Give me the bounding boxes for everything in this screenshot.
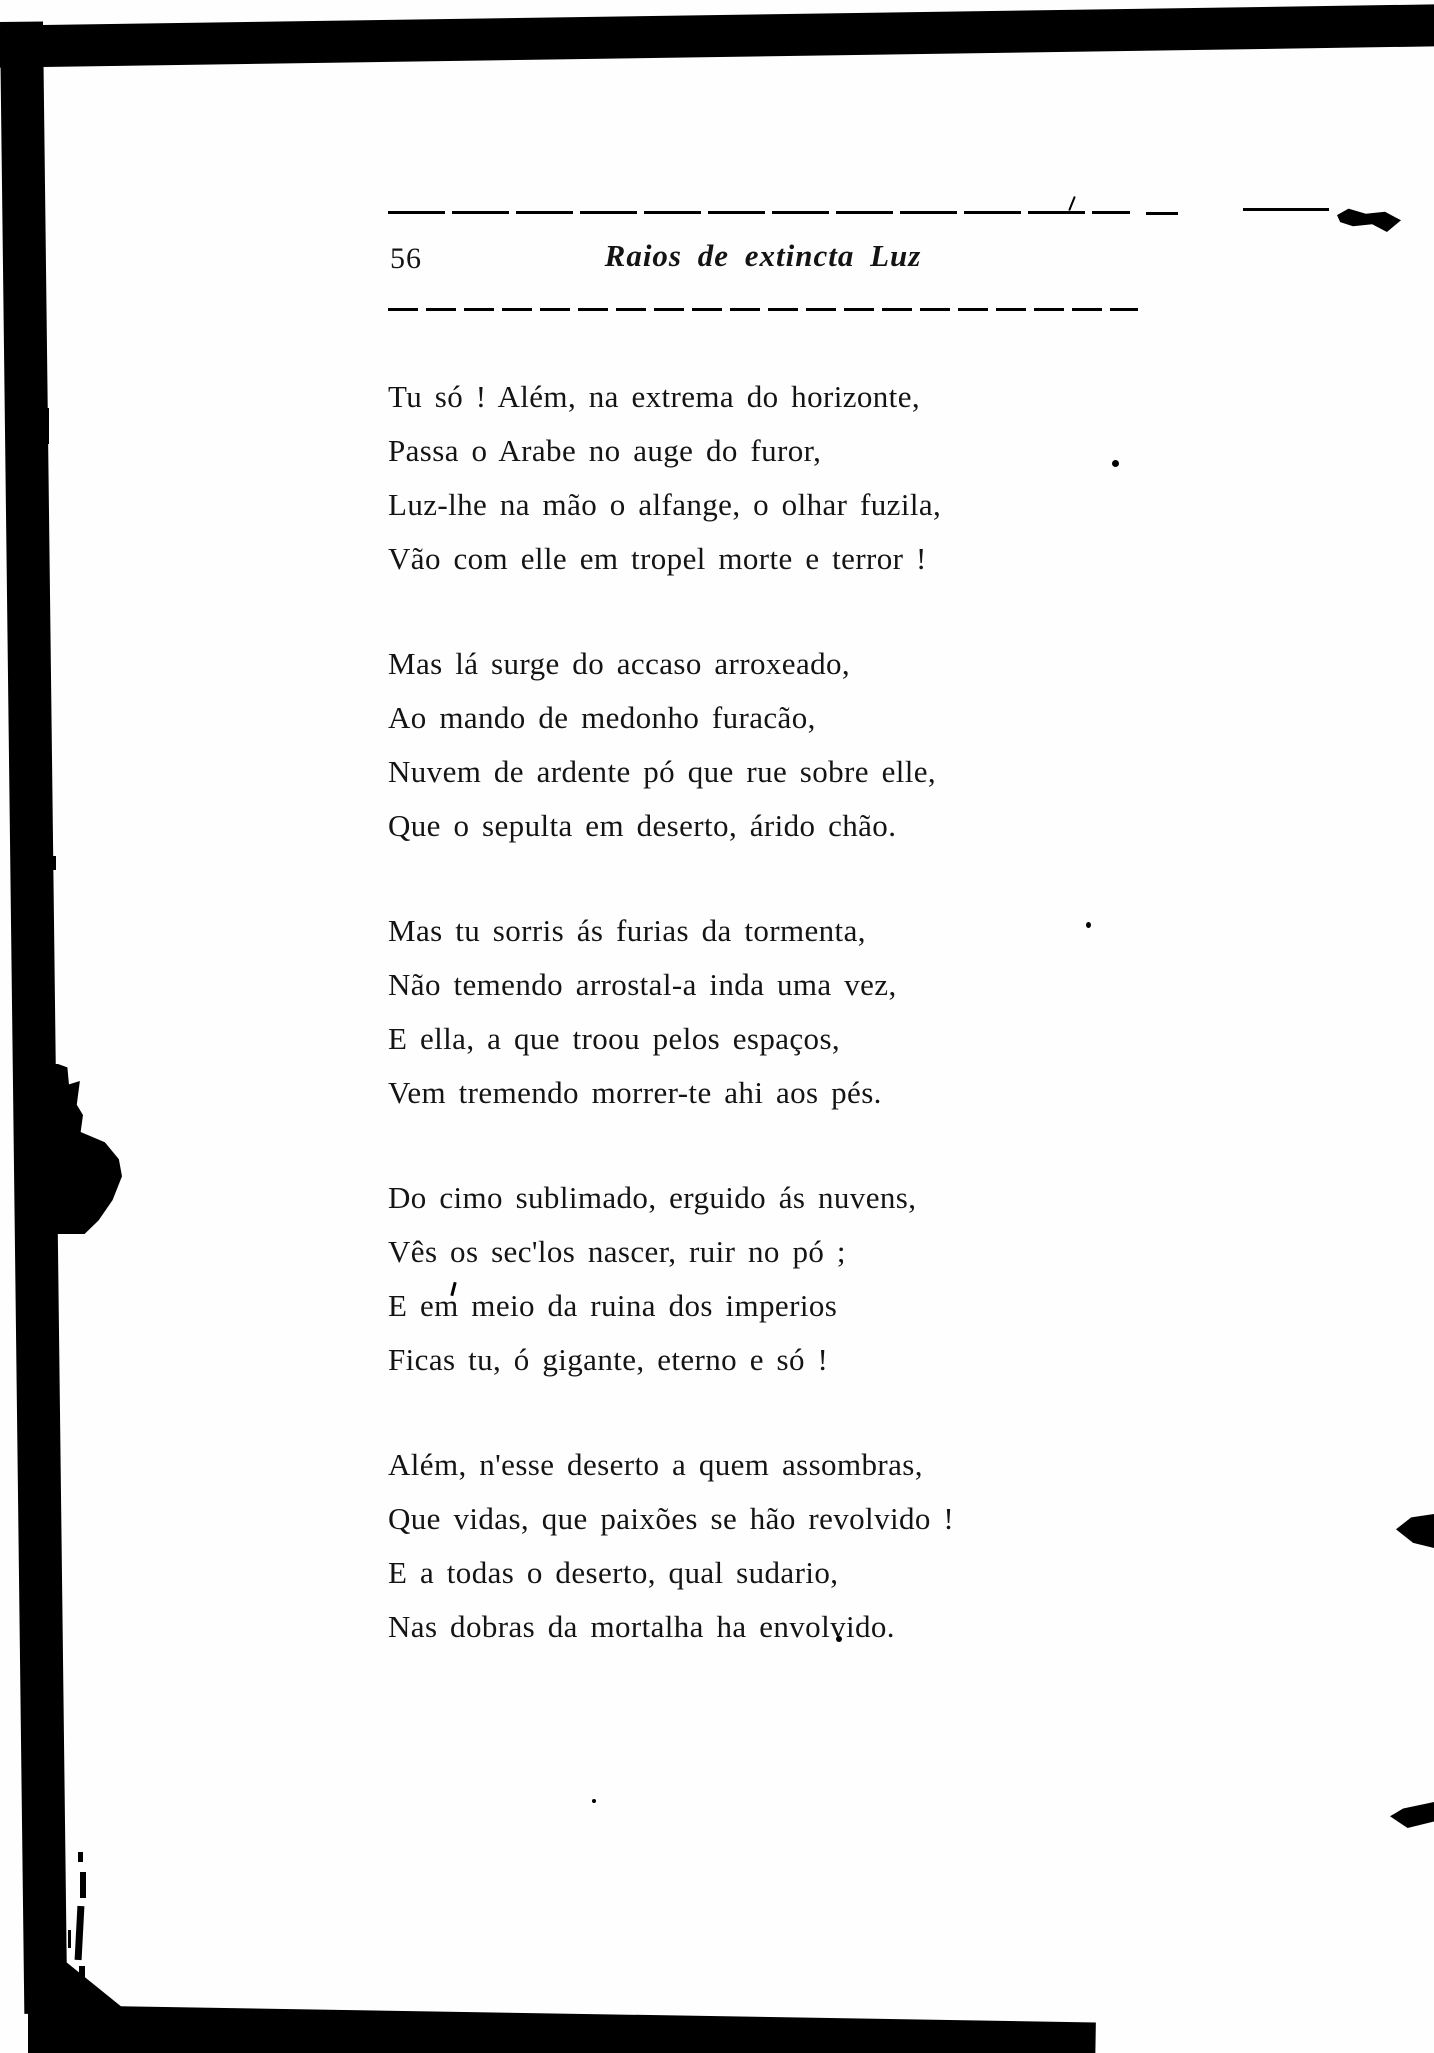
poem-line: Ficas tu, ó gigante, eterno e só ! bbox=[388, 1342, 829, 1377]
ink-speck bbox=[68, 1930, 71, 1948]
stanza-3 bbox=[388, 904, 1168, 1120]
stanza-2 bbox=[388, 637, 1168, 853]
stanza-4 bbox=[388, 1171, 1168, 1387]
stanza-1 bbox=[388, 370, 1168, 586]
scan-artifact-top-bar bbox=[0, 4, 1434, 68]
poem-line: Tu só ! Além, na extrema do horizonte, bbox=[388, 379, 920, 414]
stanza-5 bbox=[388, 1438, 1168, 1654]
poem-line: Nuvem de ardente pó que rue sobre elle, bbox=[388, 754, 937, 789]
poem-line: Mas lá surge do accaso arroxeado, bbox=[388, 646, 851, 681]
scan-artifact-smear-mid-right bbox=[1396, 1514, 1434, 1548]
poem-line: Que vidas, que paixões se hão revolvido ! bbox=[388, 1501, 955, 1536]
scan-artifact-corner-joint bbox=[28, 1948, 132, 2053]
poem-line: Passa o Arabe no auge do furor, bbox=[388, 433, 822, 468]
poem-line: Luz-lhe na mão o alfange, o olhar fuzila, bbox=[388, 487, 942, 522]
ink-speck bbox=[75, 1906, 85, 1960]
rule-fragment bbox=[1146, 212, 1178, 215]
poem-line: Mas tu sorris ás furias da tormenta, bbox=[388, 913, 866, 948]
ink-speck bbox=[79, 1966, 85, 1994]
poem-line: E ella, a que troou pelos espaços, bbox=[388, 1021, 841, 1056]
poem-line: Vem tremendo morrer-te ahi aos pés. bbox=[388, 1075, 882, 1110]
poem-line: E em meio da ruina dos imperios bbox=[388, 1288, 838, 1323]
scan-artifact-smear-low-right bbox=[1390, 1802, 1434, 1828]
page-title: Raios de extincta Luz bbox=[604, 238, 922, 273]
header-rule-bottom bbox=[388, 308, 1138, 311]
ink-speck bbox=[49, 878, 53, 904]
poem-line: Vês os sec'los nascer, ruir no pó ; bbox=[388, 1234, 846, 1269]
poem-line: E a todas o deserto, qual sudario, bbox=[388, 1555, 839, 1590]
rule-fragment bbox=[1243, 208, 1329, 211]
poem-line: Além, n'esse deserto a quem assombras, bbox=[388, 1447, 923, 1482]
ink-speck bbox=[46, 948, 51, 982]
running-header bbox=[388, 238, 1138, 282]
poem-line: Não temendo arrostal-a inda uma vez, bbox=[388, 967, 897, 1002]
ink-speck bbox=[78, 1852, 83, 1862]
ink-speck bbox=[80, 1872, 86, 1898]
scan-artifact-smear-top-right bbox=[1337, 206, 1401, 232]
scan-artifact-bottom-bar bbox=[103, 2006, 1096, 2053]
header-rule-top bbox=[388, 211, 1130, 214]
ink-speck bbox=[1068, 196, 1075, 211]
poem-line: Do cimo sublimado, erguido ás nuvens, bbox=[388, 1180, 917, 1215]
poem-line: Que o sepulta em deserto, árido chão. bbox=[388, 808, 897, 843]
ink-speck bbox=[42, 408, 49, 444]
page-number: 56 bbox=[390, 242, 422, 275]
poem bbox=[388, 370, 1168, 1705]
ink-speck bbox=[50, 856, 56, 870]
poem-line: Ao mando de medonho furacão, bbox=[388, 700, 816, 735]
scan-artifact-left-bar bbox=[0, 21, 67, 2013]
ink-speck bbox=[592, 1799, 596, 1803]
poem-line: Vão com elle em tropel morte e terror ! bbox=[388, 541, 927, 576]
scan-artifact-ink-blob bbox=[44, 1064, 122, 1234]
poem-line: Nas dobras da mortalha ha envolvido. bbox=[388, 1609, 895, 1644]
